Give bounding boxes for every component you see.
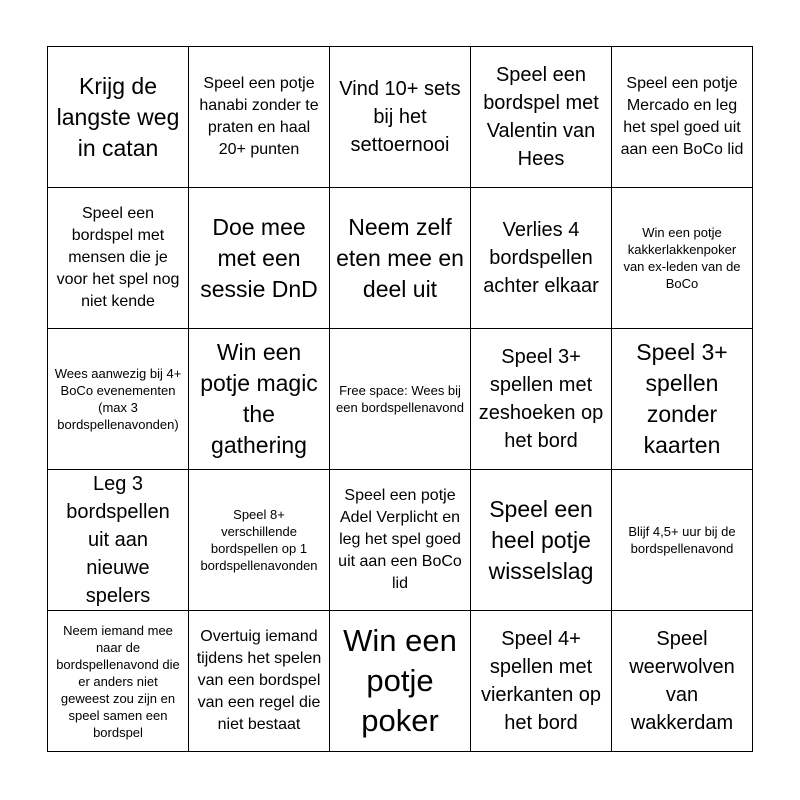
bingo-cell-text: Blijf 4,5+ uur bij de bordspellenavond xyxy=(628,524,736,556)
bingo-cell[interactable] xyxy=(48,47,189,188)
bingo-cell-text: Speel een potje Mercado en leg het spel goed uit aan een BoCo lid xyxy=(620,75,744,158)
bingo-cell-text: Speel 3+ spellen zonder kaarten xyxy=(636,339,728,458)
bingo-cell-text: Overtuig iemand tijdens het spelen van een bordspel van een regel die niet bestaat xyxy=(196,628,322,733)
bingo-cell[interactable] xyxy=(471,47,612,188)
free-space-cell[interactable] xyxy=(330,329,471,470)
bingo-cell-text: Vind 10+ sets bij het settoernooi xyxy=(339,78,461,156)
bingo-cell-text: Speel 8+ verschillende bordspellen op 1 bordspellenavonden xyxy=(200,507,318,573)
bingo-cell[interactable] xyxy=(612,47,753,188)
bingo-cell[interactable] xyxy=(471,188,612,329)
bingo-cell-text: Neem iemand mee naar de bordspellenavond die er anders niet geweest zou zijn en speel samen een bordspel xyxy=(56,622,180,740)
bingo-cell[interactable] xyxy=(48,611,189,752)
bingo-cell-text: Wees aanwezig bij 4+ BoCo evenementen (max 3 bordspellenavonden) xyxy=(54,366,182,432)
bingo-cell[interactable] xyxy=(189,470,330,611)
bingo-cell[interactable] xyxy=(612,470,753,611)
bingo-cell-text: Verlies 4 bordspellen achter elkaar xyxy=(483,219,599,297)
bingo-cell[interactable] xyxy=(471,611,612,752)
bingo-cell-text: Leg 3 bordspellen uit aan nieuwe spelers xyxy=(66,473,170,607)
bingo-cell[interactable] xyxy=(612,329,753,470)
bingo-cell-text: Speel een bordspel met Valentin van Hees xyxy=(483,64,599,170)
bingo-cell[interactable] xyxy=(48,470,189,611)
bingo-cell[interactable] xyxy=(330,47,471,188)
bingo-cell[interactable] xyxy=(48,188,189,329)
bingo-cell-text: Krijg de langste weg in catan xyxy=(56,72,180,161)
bingo-cell-text: Free space: Wees bij een bordspellenavond xyxy=(336,383,464,415)
bingo-cell[interactable] xyxy=(189,611,330,752)
bingo-cell-text: Speel een bordspel met mensen die je voor het spel nog niet kende xyxy=(56,205,180,310)
bingo-cell-text: Speel een potje Adel Verplicht en leg het spel goed uit aan een BoCo lid xyxy=(338,487,462,592)
bingo-cell-text: Win een potje kakkerlakkenpoker van ex-leden van de BoCo xyxy=(623,225,741,291)
bingo-cell-text: Speel 4+ spellen met vierkanten op het bord xyxy=(480,628,602,734)
bingo-cell[interactable] xyxy=(330,611,471,752)
bingo-cell[interactable] xyxy=(189,329,330,470)
bingo-cell[interactable] xyxy=(189,188,330,329)
bingo-cell-text: Speel 3+ spellen met zeshoeken op het bord xyxy=(478,346,604,452)
bingo-cell[interactable] xyxy=(471,329,612,470)
bingo-cell-text: Speel een heel potje wisselslag xyxy=(488,495,594,584)
bingo-cell-text: Speel weerwolven van wakkerdam xyxy=(629,628,735,734)
bingo-cell[interactable] xyxy=(330,188,471,329)
bingo-cell-text: Doe mee met een sessie DnD xyxy=(200,213,318,302)
bingo-cell-text: Neem zelf eten mee en deel uit xyxy=(336,213,464,302)
bingo-cell[interactable] xyxy=(612,188,753,329)
bingo-board xyxy=(47,46,753,752)
bingo-cell[interactable] xyxy=(48,329,189,470)
bingo-cell[interactable] xyxy=(471,470,612,611)
bingo-cell-text: Win een potje poker xyxy=(343,623,457,738)
bingo-cell[interactable] xyxy=(330,470,471,611)
bingo-cell-text: Speel een potje hanabi zonder te praten en haal 20+ punten xyxy=(199,75,319,158)
bingo-cell-text: Win een potje magic the gathering xyxy=(200,339,318,458)
bingo-cell[interactable] xyxy=(189,47,330,188)
bingo-cell[interactable] xyxy=(612,611,753,752)
